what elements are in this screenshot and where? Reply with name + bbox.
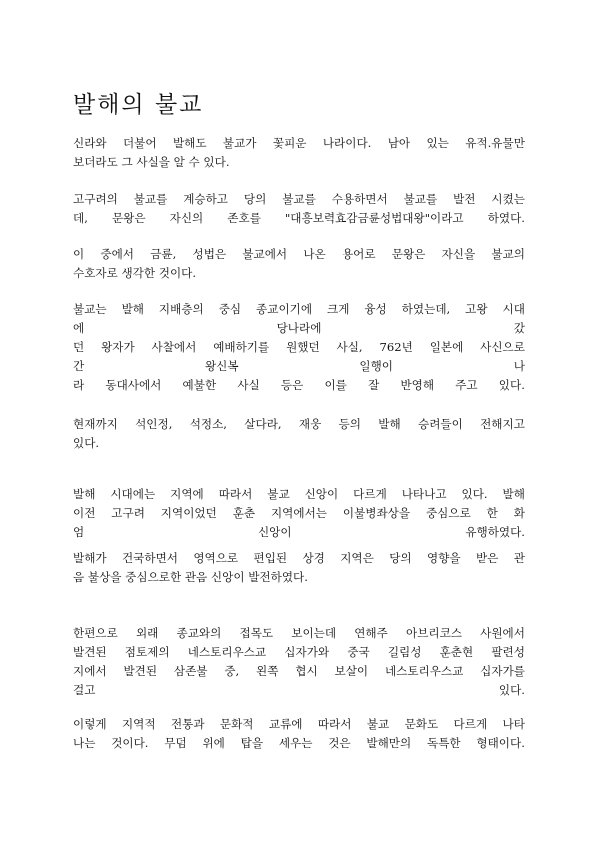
- word: 한편으로: [73, 626, 118, 640]
- paragraph-line: 있다.: [73, 436, 100, 450]
- word: 발견된: [73, 645, 107, 659]
- word: 수용하면서: [331, 192, 388, 206]
- word: 석정소,: [189, 417, 227, 431]
- paragraph-line: 음 불상을 중심으로한 관음 신앙이 발전하였다.: [73, 570, 308, 584]
- word: 지역적: [121, 717, 156, 731]
- paragraph-line: [73, 504, 525, 523]
- word: 일행이: [359, 359, 393, 373]
- word: 살다라,: [244, 417, 282, 431]
- word: 사실: [237, 378, 260, 392]
- word: 자신을: [441, 247, 476, 261]
- word: 발해가: [73, 551, 107, 565]
- word: 다르게: [453, 717, 488, 731]
- word: 당의: [389, 551, 412, 565]
- word: 있다.: [461, 487, 488, 501]
- word: 보살이: [334, 664, 369, 678]
- word: 전통과: [170, 717, 205, 731]
- word: 등의: [338, 417, 361, 431]
- word: 이를: [324, 378, 347, 392]
- word: 발해: [73, 487, 96, 501]
- word: 현재까지: [73, 417, 118, 431]
- word: 신앙이: [257, 525, 292, 539]
- paragraph-line: [73, 376, 525, 395]
- word: 문화도: [404, 717, 439, 731]
- word: 탑을: [240, 736, 264, 750]
- word: 연해주: [354, 626, 388, 640]
- word: 영향을: [426, 551, 461, 565]
- word: 등은: [280, 378, 304, 392]
- word: 중국: [347, 645, 370, 659]
- word: 형태이다.: [476, 736, 525, 750]
- word: 화: [513, 506, 525, 520]
- paragraph-line: [73, 245, 525, 264]
- word: 자신의: [169, 211, 204, 225]
- word: 반영해: [400, 378, 435, 392]
- word: 금륜,: [150, 247, 177, 261]
- paragraph-line: [73, 643, 525, 662]
- word: 지역은: [340, 551, 374, 565]
- word: 시켰는: [491, 192, 525, 206]
- word: 발해: [378, 417, 401, 431]
- paragraph-line: [73, 209, 525, 228]
- word: 시대에는: [110, 487, 156, 501]
- word: 원했던: [286, 340, 320, 354]
- word: 당의: [243, 192, 267, 206]
- word: 중에서: [100, 247, 135, 261]
- word: 에: [73, 321, 85, 335]
- word: 융성: [364, 302, 387, 316]
- word: 발견된: [123, 664, 158, 678]
- paragraph-line: [73, 624, 525, 643]
- word: 엄: [73, 525, 85, 539]
- word: 불교를: [403, 192, 438, 206]
- word: 762년: [379, 340, 413, 354]
- paragraph-line: [73, 523, 525, 542]
- word: 당나라에: [276, 321, 322, 335]
- word: 걸고: [73, 683, 96, 697]
- word: 시대: [502, 302, 525, 316]
- word: 문화적: [219, 717, 254, 731]
- paragraph-9: [73, 715, 525, 753]
- word: 발해만의: [366, 736, 412, 750]
- word: 데,: [73, 211, 88, 225]
- word: 아브리코스: [406, 626, 462, 640]
- word: 주고: [455, 378, 478, 392]
- word: 점토제의: [124, 645, 170, 659]
- word: 크게: [327, 302, 350, 316]
- paragraph-line: [73, 715, 525, 734]
- word: 불교의: [491, 247, 525, 261]
- word: 종교이기에: [256, 302, 313, 316]
- word: 왼쪽: [256, 664, 279, 678]
- word: 불교가: [222, 136, 257, 150]
- paragraph-line: [73, 357, 525, 376]
- word: 불교: [267, 487, 290, 501]
- paragraph-1: [73, 134, 525, 172]
- word: 문왕은: [391, 247, 426, 261]
- paragraph-4: [73, 300, 525, 395]
- word: 교류에: [268, 717, 303, 731]
- word: 훈춘: [232, 506, 256, 520]
- word: 석인정,: [135, 417, 173, 431]
- word: 꽃피운: [272, 136, 307, 150]
- word: 잘: [368, 378, 380, 392]
- word: 남아: [387, 136, 411, 150]
- paragraph-line: [73, 190, 525, 209]
- word: 재웅: [298, 417, 322, 431]
- paragraph-line: [73, 319, 525, 338]
- word: 것이다.: [111, 736, 149, 750]
- word: 던: [73, 340, 85, 354]
- paragraph-line: [73, 134, 525, 153]
- paragraph-line: [73, 549, 525, 568]
- word: 왕자가: [101, 340, 135, 354]
- word: 길림성: [387, 645, 422, 659]
- word: 전해지고: [480, 417, 525, 431]
- paragraph-line: [73, 662, 525, 681]
- word: 사실,: [336, 340, 363, 354]
- paragraph-line: 보더라도 그 사실을 알 수 있다.: [73, 155, 230, 169]
- word: 십자가와: [284, 645, 330, 659]
- word: 발전: [453, 192, 476, 206]
- word: 하였다.: [487, 211, 525, 225]
- word: 십자가를: [480, 664, 525, 678]
- word: 신앙이: [304, 487, 339, 501]
- word: 있다.: [498, 683, 525, 697]
- word: 하였는데,: [401, 302, 451, 316]
- paragraph-line: 수호자로 생각한 것이다.: [73, 266, 197, 280]
- word: 고왕: [465, 302, 488, 316]
- word: 다르게: [353, 487, 387, 501]
- word: 간: [73, 359, 85, 373]
- word: 중,: [224, 664, 240, 678]
- word: 나타나고: [401, 487, 447, 501]
- word: 나라이다.: [322, 136, 372, 150]
- word: 한: [486, 506, 498, 520]
- word: 있는: [426, 136, 449, 150]
- word: 신라와: [73, 136, 107, 150]
- word: 존호를: [227, 211, 261, 225]
- word: 독특한: [427, 736, 461, 750]
- word: 나타: [502, 717, 525, 731]
- word: 종교와의: [176, 626, 222, 640]
- paragraph-5: [73, 415, 525, 453]
- paragraph-line: [73, 300, 525, 319]
- word: 관: [513, 551, 525, 565]
- word: 위에: [202, 736, 225, 750]
- word: 용어로: [341, 247, 376, 261]
- word: 유적.유물만: [465, 136, 525, 150]
- word: 발해: [121, 302, 144, 316]
- word: 이렇게: [73, 717, 107, 731]
- word: 지역이었던: [160, 506, 217, 520]
- paragraph-7: [73, 549, 525, 587]
- paragraph-line: [73, 485, 525, 504]
- word: 지배층의: [158, 302, 204, 316]
- word: 지역에: [170, 487, 204, 501]
- word: 따라서: [218, 487, 253, 501]
- word: 이전: [73, 506, 96, 520]
- word: 갔: [513, 321, 525, 335]
- paragraph-3: [73, 245, 525, 283]
- paragraph-line: [73, 734, 525, 753]
- word: 따라서: [317, 717, 352, 731]
- word: 예불한: [182, 378, 217, 392]
- paragraph-6: [73, 485, 525, 542]
- word: 네스토리우스교: [187, 645, 267, 659]
- word: 라: [73, 378, 85, 392]
- word: 편입된: [253, 551, 288, 565]
- word: 중심: [218, 302, 242, 316]
- word: 일본에: [429, 340, 464, 354]
- word: 협시: [295, 664, 318, 678]
- word: 고구려: [111, 506, 145, 520]
- word: 승려들이: [418, 417, 463, 431]
- word: 불교는: [73, 302, 107, 316]
- page-title: 발해의 불교: [73, 92, 204, 118]
- word: 상경: [302, 551, 325, 565]
- paragraph-line: [73, 338, 525, 357]
- word: 유행하였다.: [465, 525, 525, 539]
- word: 왕신복: [204, 359, 239, 373]
- word: 지에서: [73, 664, 107, 678]
- word: 무덤: [164, 736, 187, 750]
- word: 영역으로: [193, 551, 239, 565]
- word: 발해도: [172, 136, 207, 150]
- paragraph-line: [73, 681, 525, 700]
- word: 세우는: [278, 736, 313, 750]
- word: 예배하기를: [213, 340, 270, 354]
- word: 동대사에서: [105, 378, 162, 392]
- word: 불교: [366, 717, 390, 731]
- word: 중심으로: [425, 506, 471, 520]
- word: 문왕은: [111, 211, 146, 225]
- word: 있다.: [498, 378, 525, 392]
- word: 외래: [135, 626, 159, 640]
- word: 불교에서: [242, 247, 288, 261]
- paragraph-8: [73, 624, 525, 700]
- word: 나온: [303, 247, 326, 261]
- word: 삼존불: [173, 664, 208, 678]
- word: 고구려의: [73, 192, 118, 206]
- word: 나는: [73, 736, 96, 750]
- word: 네스토리우스교: [384, 664, 464, 678]
- word: 성법은: [192, 247, 227, 261]
- word: 불교를: [133, 192, 168, 206]
- word: 더불어: [122, 136, 157, 150]
- word: 발해: [502, 487, 525, 501]
- word: 지역에서는: [270, 506, 327, 520]
- word: 이불병좌상을: [342, 506, 411, 520]
- word: 훈춘현: [439, 645, 474, 659]
- word: 사신으로: [480, 340, 525, 354]
- word: "대흥보력효감금륜성법대왕"이라고: [284, 211, 464, 225]
- word: 사원에서: [480, 626, 525, 640]
- word: 것은: [328, 736, 351, 750]
- word: 접목도: [239, 626, 274, 640]
- word: 이: [73, 247, 85, 261]
- word: 팔련성: [491, 645, 525, 659]
- paragraph-2: [73, 190, 525, 228]
- word: 받은: [475, 551, 499, 565]
- word: 건국하면서: [121, 551, 178, 565]
- word: 보이는데: [291, 626, 337, 640]
- word: 계승하고: [183, 192, 229, 206]
- paragraph-line: [73, 415, 525, 434]
- word: 불교를: [282, 192, 316, 206]
- word: 사찰에서: [151, 340, 197, 354]
- word: 나: [513, 359, 525, 373]
